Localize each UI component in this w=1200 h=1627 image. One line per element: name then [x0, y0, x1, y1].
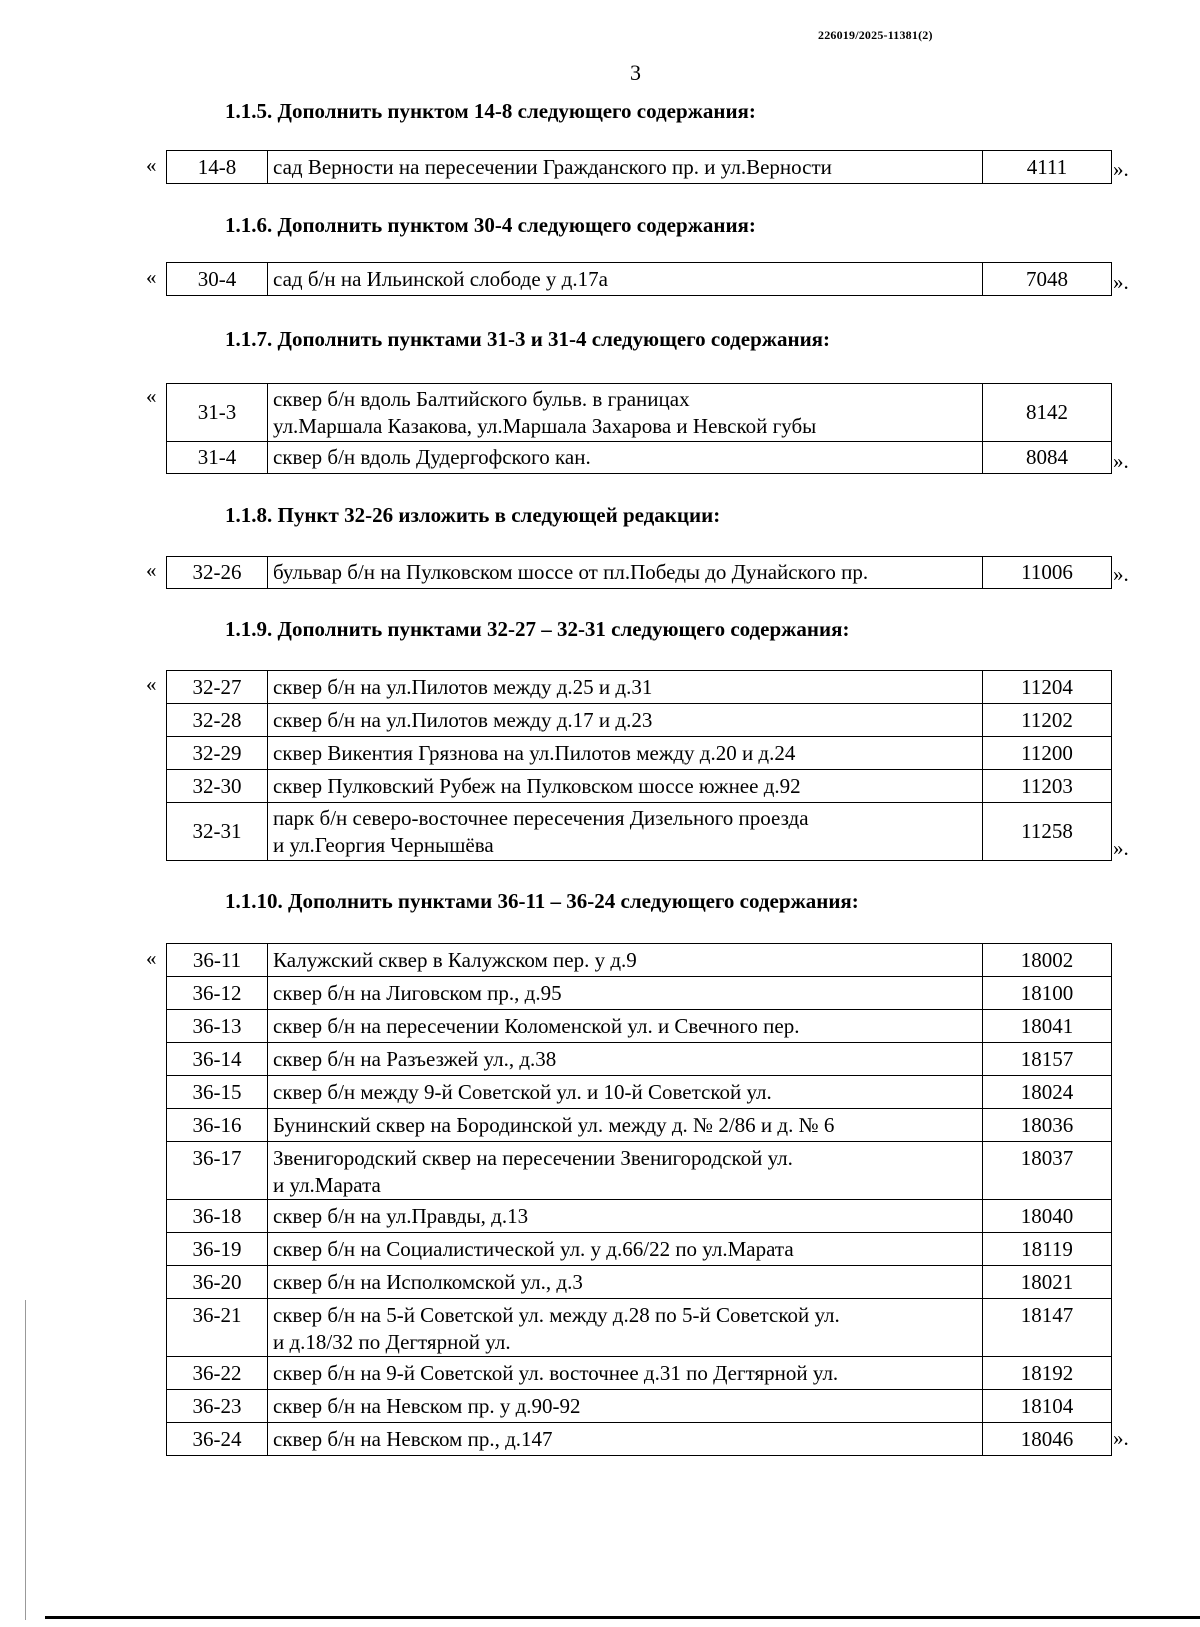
section-table — [166, 150, 1112, 184]
item-value: 18119 — [983, 1233, 1112, 1266]
table-row — [167, 1142, 1112, 1200]
item-name: сквер б/н на Лиговском пр., д.95 — [268, 977, 983, 1010]
item-code: 36-18 — [167, 1200, 268, 1233]
table-row — [167, 1109, 1112, 1142]
item-code: 32-27 — [167, 671, 268, 704]
section-table — [166, 556, 1112, 589]
item-value: 18157 — [983, 1043, 1112, 1076]
section-heading: 1.1.5. Дополнить пунктом 14-8 следующего содержания: — [225, 99, 756, 123]
table-row — [167, 737, 1112, 770]
table-row — [167, 263, 1112, 296]
item-code: 32-30 — [167, 770, 268, 803]
item-value: 18024 — [983, 1076, 1112, 1109]
item-code: 36-21 — [167, 1299, 268, 1357]
close-quote: ». — [1113, 1426, 1129, 1450]
close-quote: ». — [1113, 270, 1129, 294]
item-name: сквер б/н на Невском пр. у д.90-92 — [268, 1390, 983, 1423]
item-value: 11203 — [983, 770, 1112, 803]
item-value: 18192 — [983, 1357, 1112, 1390]
section-table — [166, 262, 1112, 296]
item-code: 30-4 — [167, 263, 268, 296]
section-heading: 1.1.7. Дополнить пунктами 31-3 и 31-4 следующего содержания: — [225, 327, 831, 351]
close-quote: ». — [1113, 449, 1129, 473]
item-code: 32-29 — [167, 737, 268, 770]
item-name: бульвар б/н на Пулковском шоссе от пл.Победы до Дунайского пр. — [268, 557, 983, 589]
item-value: 11258 — [983, 803, 1112, 861]
section-table — [166, 943, 1112, 1456]
table-row — [167, 1390, 1112, 1423]
section-heading: 1.1.10. Дополнить пунктами 36-11 – 36-24 следующего содержания: — [225, 889, 859, 913]
item-name: парк б/н северо-восточнее пересечения Дизельного проезда и ул.Георгия Чернышёва — [268, 803, 983, 861]
item-name: Калужский сквер в Калужском пер. у д.9 — [268, 944, 983, 977]
open-quote: « — [146, 265, 157, 289]
item-code: 36-24 — [167, 1423, 268, 1456]
item-name: сквер б/н на 5-й Советской ул. между д.28 по 5-й Советской ул. и д.18/32 по Дегтярной ул. — [268, 1299, 983, 1357]
table-row — [167, 1010, 1112, 1043]
item-code: 14-8 — [167, 151, 268, 184]
item-value: 18021 — [983, 1266, 1112, 1299]
item-name: сквер б/н на Разъезжей ул., д.38 — [268, 1043, 983, 1076]
document-number: 226019/2025-11381(2) — [818, 28, 933, 42]
item-name: сквер б/н на ул.Пилотов между д.17 и д.23 — [268, 704, 983, 737]
table-row — [167, 442, 1112, 474]
scan-edge-line — [25, 1300, 26, 1620]
table-row — [167, 1043, 1112, 1076]
item-value: 18100 — [983, 977, 1112, 1010]
item-name: Бунинский сквер на Бородинской ул. между д. № 2/86 и д. № 6 — [268, 1109, 983, 1142]
item-value: 8142 — [983, 384, 1112, 442]
item-name: сквер б/н на Исполкомской ул., д.3 — [268, 1266, 983, 1299]
item-value: 11202 — [983, 704, 1112, 737]
item-value: 18147 — [983, 1299, 1112, 1357]
item-value: 18046 — [983, 1423, 1112, 1456]
table-row — [167, 1423, 1112, 1456]
table-row — [167, 384, 1112, 442]
close-quote: ». — [1113, 157, 1129, 181]
table-row — [167, 1076, 1112, 1109]
item-code: 32-26 — [167, 557, 268, 589]
section-heading: 1.1.8. Пункт 32-26 изложить в следующей редакции: — [225, 503, 721, 527]
section-heading: 1.1.9. Дополнить пунктами 32-27 – 32-31 следующего содержания: — [225, 617, 850, 641]
item-value: 11204 — [983, 671, 1112, 704]
page-number: 3 — [630, 60, 641, 85]
close-quote: ». — [1113, 562, 1129, 586]
item-code: 36-13 — [167, 1010, 268, 1043]
section-table — [166, 383, 1112, 474]
table-row — [167, 803, 1112, 861]
item-value: 18002 — [983, 944, 1112, 977]
item-value: 4111 — [983, 151, 1112, 184]
item-code: 36-15 — [167, 1076, 268, 1109]
section-table — [166, 670, 1112, 861]
table-row — [167, 1200, 1112, 1233]
table-row — [167, 1266, 1112, 1299]
item-name: сквер б/н между 9-й Советской ул. и 10-й Советской ул. — [268, 1076, 983, 1109]
item-code: 32-28 — [167, 704, 268, 737]
table-row — [167, 704, 1112, 737]
item-value: 18037 — [983, 1142, 1112, 1200]
open-quote: « — [146, 153, 157, 177]
table-row — [167, 1357, 1112, 1390]
scan-bottom-edge — [45, 1616, 1200, 1619]
item-name: сквер б/н на Невском пр., д.147 — [268, 1423, 983, 1456]
item-value: 18041 — [983, 1010, 1112, 1043]
item-name: сквер Викентия Грязнова на ул.Пилотов между д.20 и д.24 — [268, 737, 983, 770]
item-name: сад б/н на Ильинской слободе у д.17а — [268, 263, 983, 296]
table-row — [167, 944, 1112, 977]
item-value: 7048 — [983, 263, 1112, 296]
open-quote: « — [146, 946, 157, 970]
item-value: 18104 — [983, 1390, 1112, 1423]
table-row — [167, 151, 1112, 184]
item-value: 8084 — [983, 442, 1112, 474]
item-name: сквер б/н на пересечении Коломенской ул. и Свечного пер. — [268, 1010, 983, 1043]
item-name: сквер Пулковский Рубеж на Пулковском шоссе южнее д.92 — [268, 770, 983, 803]
item-name: Звенигородский сквер на пересечении Звенигородской ул. и ул.Марата — [268, 1142, 983, 1200]
item-name: сквер б/н на Социалистической ул. у д.66/22 по ул.Марата — [268, 1233, 983, 1266]
table-row — [167, 671, 1112, 704]
item-code: 32-31 — [167, 803, 268, 861]
section-heading: 1.1.6. Дополнить пунктом 30-4 следующего содержания: — [225, 213, 756, 237]
item-value: 11006 — [983, 557, 1112, 589]
table-row — [167, 770, 1112, 803]
table-row — [167, 1299, 1112, 1357]
close-quote: ». — [1113, 836, 1129, 860]
table-row — [167, 977, 1112, 1010]
item-name: сад Верности на пересечении Гражданского пр. и ул.Верности — [268, 151, 983, 184]
open-quote: « — [146, 558, 157, 582]
table-row — [167, 1233, 1112, 1266]
item-value: 11200 — [983, 737, 1112, 770]
item-name: сквер б/н на ул.Пилотов между д.25 и д.31 — [268, 671, 983, 704]
item-name: сквер б/н вдоль Дудергофского кан. — [268, 442, 983, 474]
open-quote: « — [146, 384, 157, 408]
item-value: 18040 — [983, 1200, 1112, 1233]
item-code: 36-19 — [167, 1233, 268, 1266]
item-value: 18036 — [983, 1109, 1112, 1142]
item-name: сквер б/н на 9-й Советской ул. восточнее д.31 по Дегтярной ул. — [268, 1357, 983, 1390]
item-code: 36-14 — [167, 1043, 268, 1076]
item-code: 36-23 — [167, 1390, 268, 1423]
item-name: сквер б/н на ул.Правды, д.13 — [268, 1200, 983, 1233]
item-code: 36-11 — [167, 944, 268, 977]
item-code: 36-20 — [167, 1266, 268, 1299]
item-code: 31-3 — [167, 384, 268, 442]
item-code: 36-17 — [167, 1142, 268, 1200]
item-code: 36-12 — [167, 977, 268, 1010]
item-name: сквер б/н вдоль Балтийского бульв. в границах ул.Маршала Казакова, ул.Маршала Захарова и Невской губы — [268, 384, 983, 442]
open-quote: « — [146, 672, 157, 696]
item-code: 36-22 — [167, 1357, 268, 1390]
table-row — [167, 557, 1112, 589]
item-code: 31-4 — [167, 442, 268, 474]
item-code: 36-16 — [167, 1109, 268, 1142]
